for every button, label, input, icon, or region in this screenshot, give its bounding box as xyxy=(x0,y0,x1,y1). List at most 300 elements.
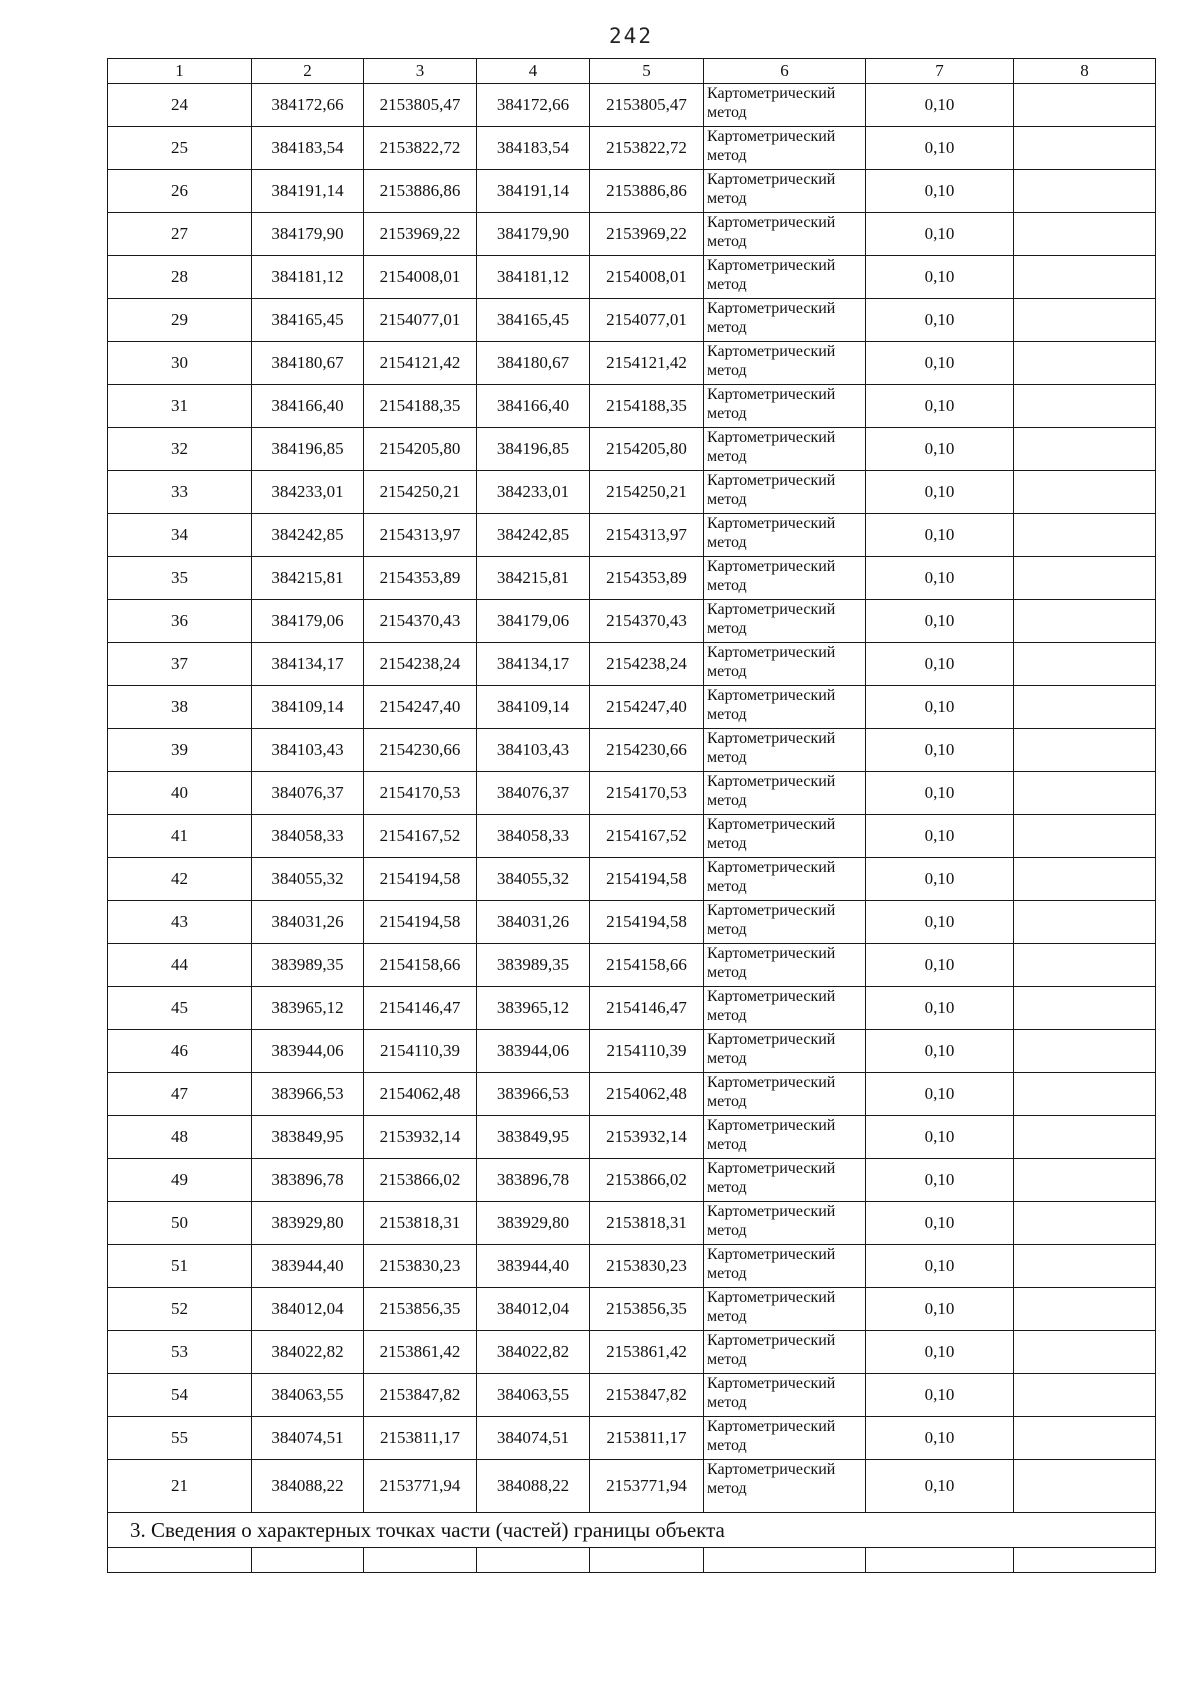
point-number-cell: 55 xyxy=(108,1417,252,1460)
table-row xyxy=(108,1417,1156,1460)
method-text: Картометрический xyxy=(707,1117,836,1134)
method-cell xyxy=(704,1374,866,1417)
method-text: Картометрический xyxy=(707,386,836,403)
notes-cell xyxy=(1014,1116,1156,1159)
existing-y-cell: 2154313,97 xyxy=(364,514,477,557)
existing-y-cell: 2153932,14 xyxy=(364,1116,477,1159)
empty-cell xyxy=(1014,1548,1156,1573)
table-row xyxy=(108,170,1156,213)
existing-y-cell: 2154250,21 xyxy=(364,471,477,514)
existing-y-cell: 2154146,47 xyxy=(364,987,477,1030)
point-number-cell: 54 xyxy=(108,1374,252,1417)
column-header: 1 xyxy=(108,59,252,84)
existing-y-cell: 2153811,17 xyxy=(364,1417,477,1460)
method-text: Картометрический xyxy=(707,1375,836,1392)
refined-x-cell: 384242,85 xyxy=(477,514,590,557)
existing-y-cell: 2153886,86 xyxy=(364,170,477,213)
refined-x-cell: 384088,22 xyxy=(477,1460,590,1513)
refined-x-cell: 384022,82 xyxy=(477,1331,590,1374)
table-row xyxy=(108,1116,1156,1159)
point-number-cell: 25 xyxy=(108,127,252,170)
point-number-cell: 33 xyxy=(108,471,252,514)
table-row xyxy=(108,772,1156,815)
method-text: метод xyxy=(707,749,747,766)
accuracy-cell: 0,10 xyxy=(866,471,1014,514)
accuracy-cell: 0,10 xyxy=(866,1331,1014,1374)
refined-y-cell: 2154247,40 xyxy=(590,686,704,729)
table-row xyxy=(108,213,1156,256)
refined-x-cell: 383929,80 xyxy=(477,1202,590,1245)
notes-cell xyxy=(1014,1460,1156,1513)
method-text: Картометрический xyxy=(707,816,836,833)
notes-cell xyxy=(1014,84,1156,127)
existing-x-cell: 384109,14 xyxy=(252,686,364,729)
existing-y-cell: 2154062,48 xyxy=(364,1073,477,1116)
point-number-cell: 50 xyxy=(108,1202,252,1245)
point-number-cell: 39 xyxy=(108,729,252,772)
accuracy-cell: 0,10 xyxy=(866,1374,1014,1417)
notes-cell xyxy=(1014,299,1156,342)
method-text: Картометрический xyxy=(707,257,836,274)
method-cell xyxy=(704,600,866,643)
notes-cell xyxy=(1014,772,1156,815)
notes-cell xyxy=(1014,428,1156,471)
method-text: метод xyxy=(707,792,747,809)
empty-cell xyxy=(477,1548,590,1573)
notes-cell xyxy=(1014,514,1156,557)
method-text: метод xyxy=(707,1179,747,1196)
table-row xyxy=(108,1202,1156,1245)
existing-y-cell: 2154353,89 xyxy=(364,557,477,600)
notes-cell xyxy=(1014,987,1156,1030)
refined-x-cell: 384063,55 xyxy=(477,1374,590,1417)
existing-y-cell: 2153847,82 xyxy=(364,1374,477,1417)
method-text: метод xyxy=(707,921,747,938)
refined-y-cell: 2153818,31 xyxy=(590,1202,704,1245)
empty-cell xyxy=(108,1548,252,1573)
existing-y-cell: 2153830,23 xyxy=(364,1245,477,1288)
existing-y-cell: 2154158,66 xyxy=(364,944,477,987)
boundary-points-table xyxy=(107,58,1156,1573)
notes-cell xyxy=(1014,1374,1156,1417)
accuracy-cell: 0,10 xyxy=(866,557,1014,600)
method-cell xyxy=(704,1460,866,1513)
method-text: Картометрический xyxy=(707,1074,836,1091)
existing-x-cell: 384215,81 xyxy=(252,557,364,600)
accuracy-cell: 0,10 xyxy=(866,686,1014,729)
point-number-cell: 45 xyxy=(108,987,252,1030)
table-row xyxy=(108,901,1156,944)
existing-y-cell: 2154194,58 xyxy=(364,858,477,901)
method-cell xyxy=(704,428,866,471)
accuracy-cell: 0,10 xyxy=(866,944,1014,987)
column-header: 5 xyxy=(590,59,704,84)
method-cell xyxy=(704,772,866,815)
existing-y-cell: 2154238,24 xyxy=(364,643,477,686)
method-text: метод xyxy=(707,1222,747,1239)
existing-x-cell: 384058,33 xyxy=(252,815,364,858)
notes-cell xyxy=(1014,1202,1156,1245)
existing-x-cell: 384233,01 xyxy=(252,471,364,514)
existing-x-cell: 383989,35 xyxy=(252,944,364,987)
refined-x-cell: 384166,40 xyxy=(477,385,590,428)
point-number-cell: 34 xyxy=(108,514,252,557)
method-text: метод xyxy=(707,491,747,508)
point-number-cell: 36 xyxy=(108,600,252,643)
notes-cell xyxy=(1014,600,1156,643)
accuracy-cell: 0,10 xyxy=(866,428,1014,471)
table-row xyxy=(108,514,1156,557)
existing-y-cell: 2154205,80 xyxy=(364,428,477,471)
refined-y-cell: 2154188,35 xyxy=(590,385,704,428)
refined-y-cell: 2154077,01 xyxy=(590,299,704,342)
refined-y-cell: 2154008,01 xyxy=(590,256,704,299)
method-text: Картометрический xyxy=(707,558,836,575)
existing-x-cell: 383849,95 xyxy=(252,1116,364,1159)
method-text: метод xyxy=(707,276,747,293)
table-row xyxy=(108,1460,1156,1513)
notes-cell xyxy=(1014,213,1156,256)
notes-cell xyxy=(1014,127,1156,170)
method-cell xyxy=(704,1245,866,1288)
refined-x-cell: 384179,06 xyxy=(477,600,590,643)
existing-x-cell: 384012,04 xyxy=(252,1288,364,1331)
refined-x-cell: 383896,78 xyxy=(477,1159,590,1202)
refined-y-cell: 2154194,58 xyxy=(590,858,704,901)
table-row xyxy=(108,1245,1156,1288)
refined-y-cell: 2154158,66 xyxy=(590,944,704,987)
existing-y-cell: 2153822,72 xyxy=(364,127,477,170)
refined-x-cell: 384076,37 xyxy=(477,772,590,815)
notes-cell xyxy=(1014,901,1156,944)
existing-y-cell: 2154247,40 xyxy=(364,686,477,729)
table-row xyxy=(108,1030,1156,1073)
method-cell xyxy=(704,1202,866,1245)
method-cell xyxy=(704,1116,866,1159)
accuracy-cell: 0,10 xyxy=(866,127,1014,170)
existing-y-cell: 2154121,42 xyxy=(364,342,477,385)
method-text: метод xyxy=(707,405,747,422)
point-number-cell: 27 xyxy=(108,213,252,256)
point-number-cell: 46 xyxy=(108,1030,252,1073)
method-text: Картометрический xyxy=(707,1203,836,1220)
method-text: Картометрический xyxy=(707,85,836,102)
section-row xyxy=(108,1513,1156,1548)
existing-y-cell: 2154110,39 xyxy=(364,1030,477,1073)
point-number-cell: 32 xyxy=(108,428,252,471)
notes-cell xyxy=(1014,471,1156,514)
existing-x-cell: 384181,12 xyxy=(252,256,364,299)
refined-x-cell: 383944,40 xyxy=(477,1245,590,1288)
table-row xyxy=(108,1331,1156,1374)
method-text: метод xyxy=(707,1050,747,1067)
existing-x-cell: 384074,51 xyxy=(252,1417,364,1460)
accuracy-cell: 0,10 xyxy=(866,213,1014,256)
table-row xyxy=(108,127,1156,170)
table-row xyxy=(108,1073,1156,1116)
column-header: 2 xyxy=(252,59,364,84)
empty-cell xyxy=(866,1548,1014,1573)
accuracy-cell: 0,10 xyxy=(866,514,1014,557)
accuracy-cell: 0,10 xyxy=(866,772,1014,815)
refined-y-cell: 2154238,24 xyxy=(590,643,704,686)
point-number-cell: 48 xyxy=(108,1116,252,1159)
point-number-cell: 28 xyxy=(108,256,252,299)
refined-y-cell: 2153861,42 xyxy=(590,1331,704,1374)
method-text: Картометрический xyxy=(707,1160,836,1177)
method-text: Картометрический xyxy=(707,214,836,231)
existing-x-cell: 384179,06 xyxy=(252,600,364,643)
method-text: метод xyxy=(707,233,747,250)
method-text: метод xyxy=(707,964,747,981)
refined-x-cell: 384109,14 xyxy=(477,686,590,729)
point-number-cell: 26 xyxy=(108,170,252,213)
section-title: 3. Сведения о характерных точках части (частей) границы объекта xyxy=(108,1513,1156,1548)
refined-y-cell: 2153811,17 xyxy=(590,1417,704,1460)
refined-x-cell: 384172,66 xyxy=(477,84,590,127)
accuracy-cell: 0,10 xyxy=(866,1288,1014,1331)
method-text: Картометрический xyxy=(707,1246,836,1263)
accuracy-cell: 0,10 xyxy=(866,600,1014,643)
method-cell xyxy=(704,213,866,256)
method-cell xyxy=(704,858,866,901)
table-row xyxy=(108,1288,1156,1331)
refined-x-cell: 384134,17 xyxy=(477,643,590,686)
method-text: Картометрический xyxy=(707,1461,836,1478)
method-text: Картометрический xyxy=(707,988,836,1005)
method-text: Картометрический xyxy=(707,644,836,661)
notes-cell xyxy=(1014,1159,1156,1202)
refined-y-cell: 2153822,72 xyxy=(590,127,704,170)
refined-y-cell: 2154146,47 xyxy=(590,987,704,1030)
method-cell xyxy=(704,1073,866,1116)
existing-y-cell: 2154370,43 xyxy=(364,600,477,643)
existing-x-cell: 384165,45 xyxy=(252,299,364,342)
point-number-cell: 51 xyxy=(108,1245,252,1288)
point-number-cell: 35 xyxy=(108,557,252,600)
refined-y-cell: 2154250,21 xyxy=(590,471,704,514)
point-number-cell: 52 xyxy=(108,1288,252,1331)
refined-x-cell: 384103,43 xyxy=(477,729,590,772)
existing-x-cell: 384242,85 xyxy=(252,514,364,557)
method-text: метод xyxy=(707,663,747,680)
column-header: 8 xyxy=(1014,59,1156,84)
refined-y-cell: 2154194,58 xyxy=(590,901,704,944)
method-text: метод xyxy=(707,534,747,551)
notes-cell xyxy=(1014,1030,1156,1073)
refined-y-cell: 2153830,23 xyxy=(590,1245,704,1288)
column-number-row xyxy=(108,59,1156,84)
method-text: метод xyxy=(707,1437,747,1454)
method-text: Картометрический xyxy=(707,171,836,188)
notes-cell xyxy=(1014,1073,1156,1116)
refined-y-cell: 2154313,97 xyxy=(590,514,704,557)
table-row xyxy=(108,557,1156,600)
existing-y-cell: 2154167,52 xyxy=(364,815,477,858)
existing-x-cell: 383929,80 xyxy=(252,1202,364,1245)
table-row xyxy=(108,471,1156,514)
refined-x-cell: 384191,14 xyxy=(477,170,590,213)
table-row xyxy=(108,84,1156,127)
existing-y-cell: 2153866,02 xyxy=(364,1159,477,1202)
accuracy-cell: 0,10 xyxy=(866,84,1014,127)
existing-y-cell: 2153969,22 xyxy=(364,213,477,256)
refined-x-cell: 384012,04 xyxy=(477,1288,590,1331)
existing-y-cell: 2153805,47 xyxy=(364,84,477,127)
notes-cell xyxy=(1014,944,1156,987)
method-text: метод xyxy=(707,147,747,164)
existing-x-cell: 383965,12 xyxy=(252,987,364,1030)
refined-y-cell: 2154370,43 xyxy=(590,600,704,643)
point-number-cell: 21 xyxy=(108,1460,252,1513)
point-number-cell: 42 xyxy=(108,858,252,901)
notes-cell xyxy=(1014,342,1156,385)
method-text: Картометрический xyxy=(707,128,836,145)
accuracy-cell: 0,10 xyxy=(866,901,1014,944)
existing-x-cell: 384183,54 xyxy=(252,127,364,170)
accuracy-cell: 0,10 xyxy=(866,256,1014,299)
refined-x-cell: 384165,45 xyxy=(477,299,590,342)
accuracy-cell: 0,10 xyxy=(866,987,1014,1030)
method-text: метод xyxy=(707,1136,747,1153)
column-header: 3 xyxy=(364,59,477,84)
table-row xyxy=(108,643,1156,686)
method-text: Картометрический xyxy=(707,1289,836,1306)
method-text: метод xyxy=(707,319,747,336)
refined-x-cell: 384196,85 xyxy=(477,428,590,471)
method-cell xyxy=(704,987,866,1030)
table-row xyxy=(108,299,1156,342)
notes-cell xyxy=(1014,385,1156,428)
refined-y-cell: 2154121,42 xyxy=(590,342,704,385)
refined-x-cell: 384031,26 xyxy=(477,901,590,944)
method-text: Картометрический xyxy=(707,343,836,360)
notes-cell xyxy=(1014,815,1156,858)
table-row xyxy=(108,1159,1156,1202)
refined-y-cell: 2154062,48 xyxy=(590,1073,704,1116)
point-number-cell: 37 xyxy=(108,643,252,686)
existing-y-cell: 2154077,01 xyxy=(364,299,477,342)
accuracy-cell: 0,10 xyxy=(866,729,1014,772)
method-text: метод xyxy=(707,1265,747,1282)
method-cell xyxy=(704,471,866,514)
point-number-cell: 41 xyxy=(108,815,252,858)
method-text: метод xyxy=(707,1394,747,1411)
existing-x-cell: 384031,26 xyxy=(252,901,364,944)
existing-y-cell: 2154008,01 xyxy=(364,256,477,299)
point-number-cell: 43 xyxy=(108,901,252,944)
empty-cell xyxy=(590,1548,704,1573)
table-row xyxy=(108,729,1156,772)
method-text: метод xyxy=(707,1351,747,1368)
existing-x-cell: 383966,53 xyxy=(252,1073,364,1116)
refined-y-cell: 2153771,94 xyxy=(590,1460,704,1513)
method-cell xyxy=(704,1288,866,1331)
refined-x-cell: 384055,32 xyxy=(477,858,590,901)
notes-cell xyxy=(1014,170,1156,213)
accuracy-cell: 0,10 xyxy=(866,815,1014,858)
existing-y-cell: 2153818,31 xyxy=(364,1202,477,1245)
existing-x-cell: 384196,85 xyxy=(252,428,364,471)
accuracy-cell: 0,10 xyxy=(866,1073,1014,1116)
accuracy-cell: 0,10 xyxy=(866,1417,1014,1460)
point-number-cell: 29 xyxy=(108,299,252,342)
method-cell xyxy=(704,944,866,987)
column-header: 6 xyxy=(704,59,866,84)
table-row xyxy=(108,256,1156,299)
point-number-cell: 44 xyxy=(108,944,252,987)
method-text: Картометрический xyxy=(707,945,836,962)
notes-cell xyxy=(1014,858,1156,901)
table-row xyxy=(108,858,1156,901)
refined-x-cell: 383965,12 xyxy=(477,987,590,1030)
method-text: метод xyxy=(707,878,747,895)
method-cell xyxy=(704,170,866,213)
method-cell xyxy=(704,815,866,858)
existing-x-cell: 384166,40 xyxy=(252,385,364,428)
method-text: метод xyxy=(707,362,747,379)
method-cell xyxy=(704,557,866,600)
refined-y-cell: 2154170,53 xyxy=(590,772,704,815)
method-cell xyxy=(704,342,866,385)
column-header: 4 xyxy=(477,59,590,84)
existing-y-cell: 2154170,53 xyxy=(364,772,477,815)
existing-x-cell: 383896,78 xyxy=(252,1159,364,1202)
table-row xyxy=(108,686,1156,729)
accuracy-cell: 0,10 xyxy=(866,342,1014,385)
point-number-cell: 31 xyxy=(108,385,252,428)
method-text: метод xyxy=(707,190,747,207)
empty-row xyxy=(108,1548,1156,1573)
point-number-cell: 49 xyxy=(108,1159,252,1202)
notes-cell xyxy=(1014,557,1156,600)
existing-x-cell: 384076,37 xyxy=(252,772,364,815)
table-row xyxy=(108,342,1156,385)
refined-x-cell: 383966,53 xyxy=(477,1073,590,1116)
method-text: Картометрический xyxy=(707,859,836,876)
refined-x-cell: 384074,51 xyxy=(477,1417,590,1460)
existing-y-cell: 2153861,42 xyxy=(364,1331,477,1374)
method-text: метод xyxy=(707,1007,747,1024)
existing-y-cell: 2154230,66 xyxy=(364,729,477,772)
accuracy-cell: 0,10 xyxy=(866,1202,1014,1245)
refined-y-cell: 2154230,66 xyxy=(590,729,704,772)
existing-x-cell: 384063,55 xyxy=(252,1374,364,1417)
method-text: Картометрический xyxy=(707,1418,836,1435)
method-cell xyxy=(704,514,866,557)
refined-x-cell: 384058,33 xyxy=(477,815,590,858)
method-text: Картометрический xyxy=(707,515,836,532)
refined-y-cell: 2153969,22 xyxy=(590,213,704,256)
refined-y-cell: 2153886,86 xyxy=(590,170,704,213)
accuracy-cell: 0,10 xyxy=(866,299,1014,342)
accuracy-cell: 0,10 xyxy=(866,1460,1014,1513)
notes-cell xyxy=(1014,643,1156,686)
existing-x-cell: 384103,43 xyxy=(252,729,364,772)
method-text: Картометрический xyxy=(707,1332,836,1349)
method-cell xyxy=(704,1417,866,1460)
refined-x-cell: 384179,90 xyxy=(477,213,590,256)
existing-x-cell: 384179,90 xyxy=(252,213,364,256)
refined-x-cell: 384181,12 xyxy=(477,256,590,299)
existing-y-cell: 2153771,94 xyxy=(364,1460,477,1513)
refined-y-cell: 2153866,02 xyxy=(590,1159,704,1202)
accuracy-cell: 0,10 xyxy=(866,1159,1014,1202)
notes-cell xyxy=(1014,1417,1156,1460)
existing-x-cell: 383944,06 xyxy=(252,1030,364,1073)
existing-x-cell: 384191,14 xyxy=(252,170,364,213)
method-text: метод xyxy=(707,577,747,594)
